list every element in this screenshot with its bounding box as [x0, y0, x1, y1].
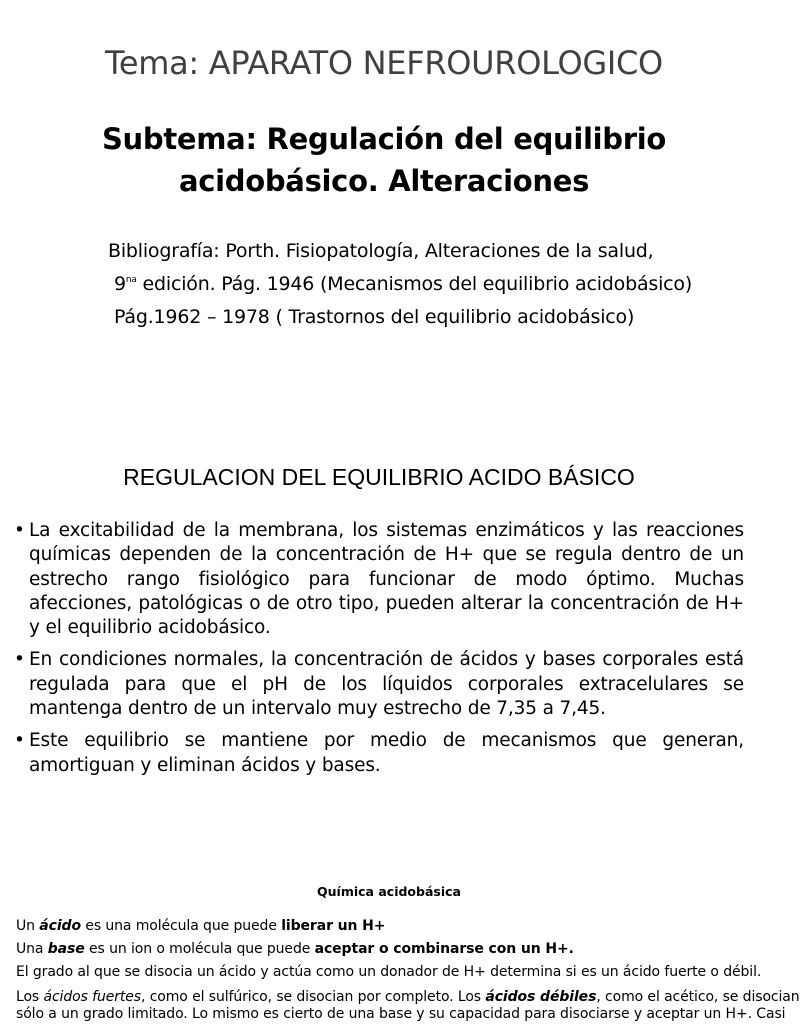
bullet-text: En condiciones normales, la concentración de ácidos y bases corporales está regulada para que el pH de los líquidos corporales extracelulares se mantenga dentro de un intervalo muy estrecho de 7,35 a 7,45. [29, 649, 744, 720]
subtitle [100, 118, 668, 202]
acid-term: ácido [39, 918, 81, 934]
bibliography-line-3: Pág.1962 – 1978 ( Trastornos del equilibrio acidobásico) [114, 306, 635, 328]
bibliography-line-1: Bibliografía: Porth. Fisiopatología, Alteraciones de la salud, [108, 240, 654, 262]
section-heading: REGULACION DEL EQUILIBRIO ACIDO BÁSICO [123, 464, 635, 490]
bullet-item [14, 519, 744, 640]
edition-superscript: na [125, 275, 137, 285]
strong-weak-text-2: , como el sulfúrico, se disocian por completo. Los [141, 989, 486, 1005]
edition-number: 9 [114, 273, 126, 295]
bullet-text: Este equilibrio se mantiene por medio de mecanismos que generan, amortiguan y eliminan ácidos y bases. [29, 730, 744, 776]
acid-definition [16, 918, 385, 934]
acid-def-text-2: es una molécula que puede [80, 918, 282, 934]
bullet-text: La excitabilidad de la membrana, los sistemas enzimáticos y las reacciones químicas dependen de la concentración de H+ que se regula dentro de un estrecho rango fisiológico para funcionar de modo óptimo. Muchas afecciones, patológicas o de otro tipo, pueden alterar la concentración de H+ y el equilibrio acidobásico. [29, 520, 744, 639]
bullet-item [14, 648, 744, 721]
strong-weak-line-2: sólo a un grado limitado. Lo mismo es cierto de una base y su capacidad para disociarse y aceptar un H+. Casi [16, 1006, 786, 1022]
bullet-item [14, 729, 744, 778]
bullet-dot: • [14, 730, 25, 752]
bullet-dot: • [14, 649, 25, 671]
strong-weak-text-1: Los [16, 989, 44, 1005]
bibliography-line-2 [114, 273, 692, 295]
base-def-text-2: es un ion o molécula que puede [84, 941, 315, 957]
base-definition [16, 941, 574, 957]
dissociation-degree: El grado al que se disocia un ácido y actúa como un donador de H+ determina si es un ácido fuerte o débil. [16, 964, 762, 980]
acid-def-bold: liberar un H+ [281, 918, 386, 934]
base-def-text-1: Una [16, 941, 48, 957]
strong-acids-term: ácidos fuertes [43, 989, 141, 1005]
strong-weak-text-3: , como el acético, se disocian [596, 989, 800, 1005]
page-title: Tema: APARATO NEFROUROLOGICO [105, 44, 663, 82]
bullet-list [14, 519, 744, 786]
subtitle-line-2: acidobásico. Alteraciones [178, 164, 590, 198]
subtitle-line-1: Subtema: Regulación del equilibrio [101, 122, 667, 156]
bullet-dot: • [14, 520, 25, 541]
acid-def-text-1: Un [16, 918, 40, 934]
bibliography-line-2-text: edición. Pág. 1946 (Mecanismos del equilibrio acidobásico) [136, 273, 693, 295]
chemistry-title: Química acidobásica [317, 884, 461, 899]
base-def-bold: aceptar o combinarse con un H+. [314, 941, 574, 957]
base-term: base [47, 941, 85, 957]
weak-acids-term: ácidos débiles [485, 989, 597, 1005]
